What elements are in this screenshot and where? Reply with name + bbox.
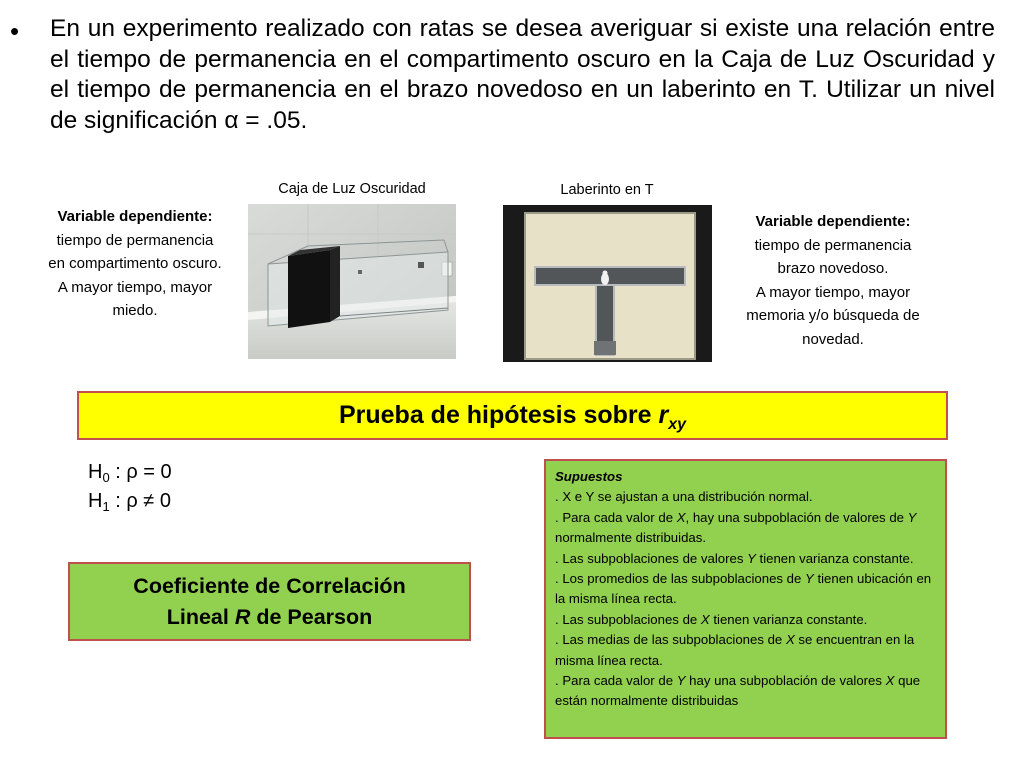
left-variable-description <box>20 205 250 323</box>
hypothesis-symbol: r <box>658 401 669 429</box>
photo2-caption: Laberinto en T <box>560 182 654 198</box>
assumption-item: . X e Y se ajustan a una distribución normal. <box>555 489 813 505</box>
hypothesis-test-banner <box>77 391 948 440</box>
assumption-item: . Para cada valor de X, hay una subpoblación de valores de Y normalmente distribuidas. <box>555 509 917 546</box>
right-variable-line: brazo novedoso. <box>777 260 889 277</box>
assumption-item: . Los promedios de las subpoblaciones de Y tienen ubicación en la misma línea recta. <box>555 571 932 607</box>
assumption-item: . Las subpoblaciones de X tienen varianza constante. <box>555 611 868 627</box>
right-variable-heading: Variable dependiente: <box>755 213 911 230</box>
intro-text: En un experimento realizado con ratas se desea averiguar si existe una relación entre el tiempo de permanencia en el compartimento oscuro en la Caja de Luz Oscuridad y el tiempo de permanencia en el brazo novedoso en un laberinto en T. Utilizar un nivel de significación α = .05. <box>50 15 995 134</box>
right-variable-line: tiempo de permanencia <box>754 236 912 254</box>
assumptions-title: Supuestos <box>555 469 623 484</box>
left-variable-line: en compartimento oscuro. <box>48 255 222 272</box>
alternative-hypothesis: $H_1$ : ρ ≠ 0 <box>88 490 171 514</box>
left-variable-line: tiempo de permanencia <box>56 231 214 249</box>
t-maze-photo <box>503 205 712 362</box>
bullet-icon: • <box>10 16 20 46</box>
assumptions-box <box>544 459 947 739</box>
hypothesis-subscript: xy <box>668 416 687 433</box>
assumption-item: . Las medias de las subpoblaciones de X se encuentran en la misma línea recta. <box>555 632 915 668</box>
hypothesis-test-title: Prueba de hipótesis sobre <box>338 401 659 429</box>
null-hypothesis: $H_0$ : ρ = 0 <box>88 461 172 485</box>
left-variable-line: miedo. <box>112 302 158 319</box>
light-dark-box-illustration <box>248 204 456 359</box>
left-variable-heading: Variable dependiente: <box>57 208 213 225</box>
assumption-item: . Para cada valor de Y hay una subpoblación de valores X que están normalmente distribuidas <box>555 673 921 709</box>
t-maze-illustration <box>503 205 712 362</box>
right-variable-description <box>718 210 948 351</box>
coefficient-line1: Coeficiente de Correlación <box>133 574 406 598</box>
photo1-caption: Caja de Luz Oscuridad <box>278 181 426 197</box>
right-variable-line: novedad. <box>802 330 864 348</box>
assumption-item: . Las subpoblaciones de valores Y tienen varianza constante. <box>555 550 914 566</box>
right-variable-line: A mayor tiempo, mayor <box>755 283 911 301</box>
right-variable-line: memoria y/o búsqueda de <box>746 307 920 324</box>
left-variable-line: A mayor tiempo, mayor <box>57 278 213 296</box>
light-dark-box-photo <box>248 204 456 359</box>
pearson-coefficient-box <box>68 562 471 641</box>
coefficient-line2: Lineal R de Pearson <box>166 605 373 629</box>
